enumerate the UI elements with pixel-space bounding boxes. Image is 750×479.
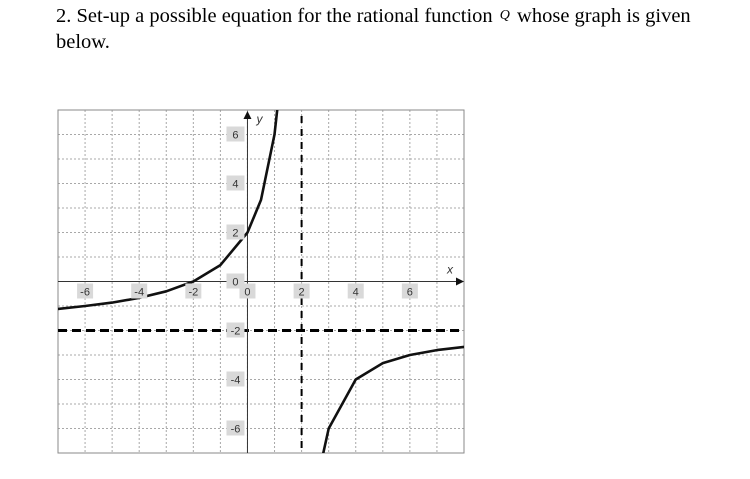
y-tick-label: 4 [232,178,239,191]
tick-labels [77,112,454,436]
x-tick-label: 0 [244,286,251,299]
y-tick-label: -2 [230,325,241,338]
function-name: Q [499,8,510,23]
y-tick-label: 0 [232,276,239,289]
axes [58,111,464,453]
y-tick-label: -6 [230,423,241,436]
x-tick-label: -2 [188,286,199,299]
x-tick-label: 6 [406,286,413,299]
function-curves [58,86,464,454]
x-tick-label: 4 [352,286,359,299]
question-part1: 2. Set-up a possible equation for the rational function [56,5,493,27]
curve-branch [323,347,464,453]
y-tick-label: -4 [230,374,241,387]
x-tick-label: 2 [298,286,305,299]
question-part2: whose graph is given below. [56,5,691,53]
y-tick-label: 6 [232,129,239,142]
x-tick-label: -4 [134,286,145,299]
y-axis-label: y [256,112,263,126]
x-axis-arrow [456,278,464,286]
x-tick-label: -6 [80,286,90,299]
asymptote-lines [58,116,464,449]
x-axis-label: x [447,262,453,277]
curve-branch [58,86,280,309]
y-axis-arrow [243,111,251,119]
y-tick-label: 2 [232,227,239,240]
